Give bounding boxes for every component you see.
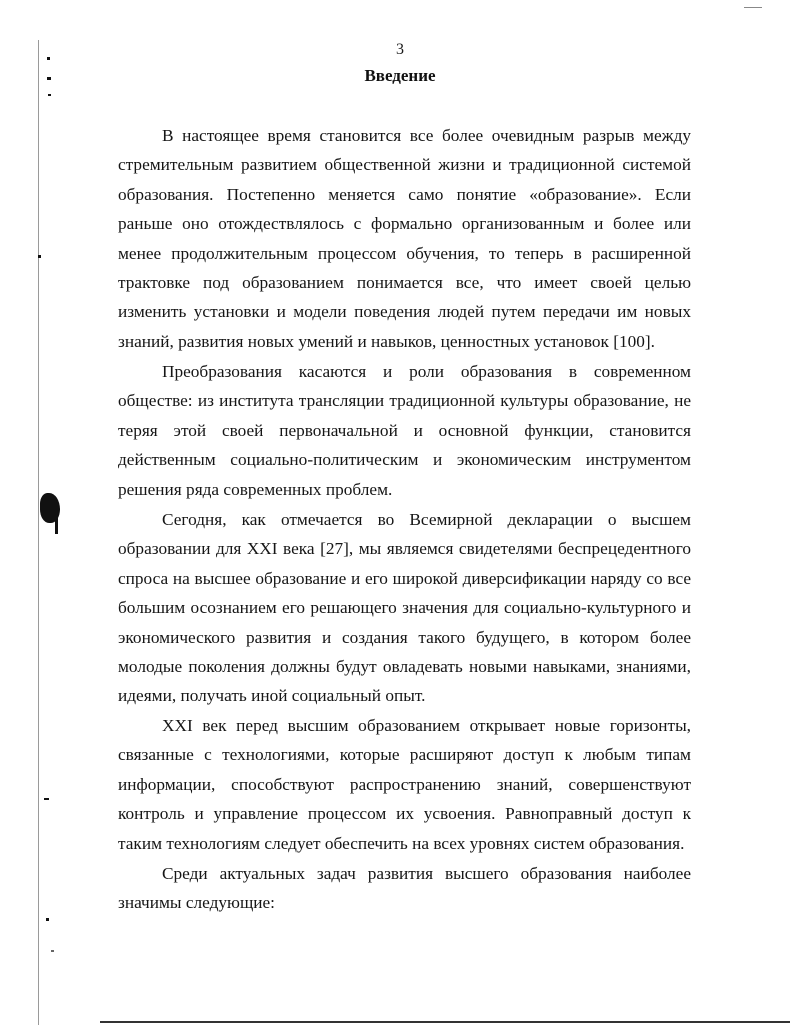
scan-speck — [46, 918, 49, 921]
scan-speck — [47, 57, 50, 60]
bottom-scan-line — [100, 1021, 790, 1023]
top-right-scan-mark — [744, 7, 762, 8]
paragraph: XXI век перед высшим образованием открывает новые горизонты, связанные с технологиями, которые расширяют доступ к любым типам информации, способствуют распространению знаний, совершенствуют контроль и управление процессом их усвоения. Равноправный доступ к таким технологиям следует обеспечить на всех уровнях систем образования. — [118, 716, 691, 853]
scan-speck — [51, 950, 54, 952]
section-heading: Введение — [364, 66, 436, 85]
scan-speck — [44, 798, 49, 800]
paragraph: В настоящее время становится все более очевидным разрыв между стремительным развитием общественной жизни и традиционной системой образования. Постепенно меняется само понятие «образование». Если раньше оно отождествлялось с формально организованным и более или менее продолжительным процессом обучения, то теперь в расширенной трактовке под образованием понимается все, что имеет своей целью изменить установки и модели поведения людей путем передачи им новых знаний, развития новых умений и навыков, ценностных установок [100]. — [118, 126, 691, 351]
page-number: 3 — [396, 41, 404, 58]
scan-speck — [47, 77, 51, 80]
paragraph: Среди актуальных задач развития высшего образования наиболее значимы следующие: — [118, 864, 691, 913]
left-margin-scan-line — [38, 40, 39, 1025]
scan-speck — [38, 255, 41, 258]
scan-speck — [48, 94, 51, 96]
paragraph: Сегодня, как отмечается во Всемирной декларации о высшем образовании для XXI века [27], мы являемся свидетелями беспрецедентного спроса на высшее образование и его широкой диверсификации наряду со все большим осознанием его решающего значения для социально-культурного и экономического развития и создания такого будущего, в котором более молодые поколения должны будут овладевать новыми навыками, знаниями, идеями, получать иной социальный опыт. — [118, 510, 691, 706]
paragraph: Преобразования касаются и роли образования в современном обществе: из института трансляции традиционной культуры образование, не теряя этой своей первоначальной и основной функции, становится действенным социально-политическим и экономическим инструментом решения ряда современных проблем. — [118, 362, 691, 499]
scan-blot-tail — [55, 518, 58, 534]
